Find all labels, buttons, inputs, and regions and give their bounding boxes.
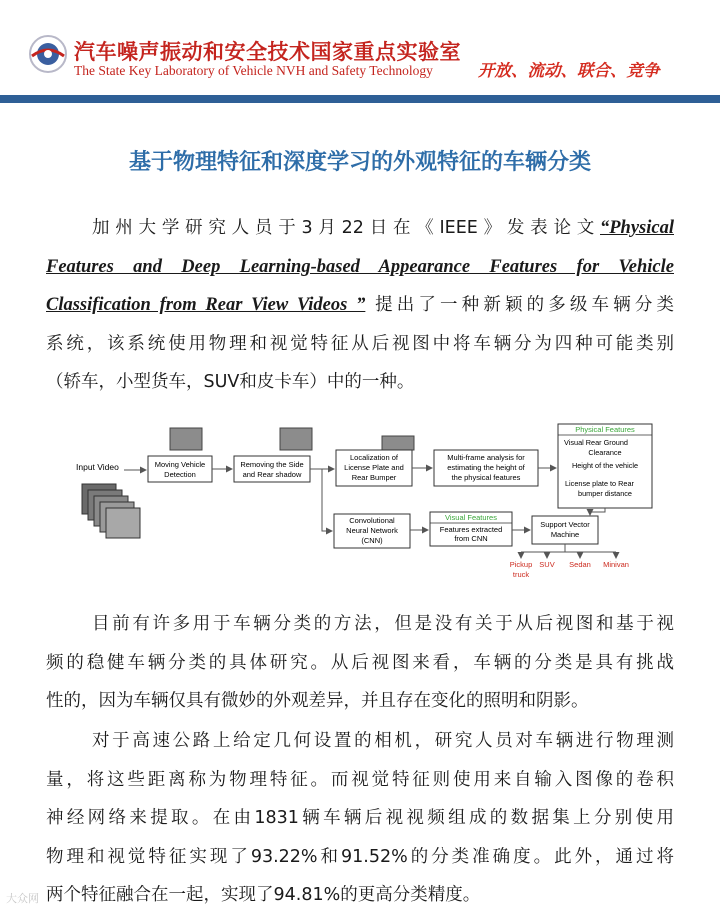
physical-features-title: Physical Features	[575, 425, 635, 434]
multiframe-line-3: the physical features	[451, 473, 521, 482]
moving-detection-line-1: Moving Vehicle	[154, 460, 206, 469]
p1-text-3: 提出了一种新颖的多级车辆分类	[365, 295, 675, 315]
article-title: 基于物理特征和深度学习的外观特征的车辆分类	[128, 150, 591, 175]
svm-line-1: Support Vector	[540, 520, 590, 529]
visual-features-line-2: from CNN	[454, 534, 488, 543]
pf-item-2: Height of the vehicle	[571, 461, 639, 470]
pf-item-3-line-1: License plate to Rear	[565, 479, 634, 488]
watermark: 大众网	[6, 892, 39, 905]
localization-line-2: License Plate and	[344, 463, 404, 472]
cnn-line-1: Convolutional	[349, 516, 395, 525]
vehicle-thumbnail-3	[382, 436, 414, 450]
cnn-line-3: (CNN)	[361, 536, 383, 545]
visual-features-line-1: Features extracted	[439, 525, 503, 534]
p3-line-3: 神经网络来提取。在由1831辆车辆后视视频组成的数据集上分别使用	[46, 808, 674, 828]
svg-text:Removing the Sideand Rear shad	[240, 460, 303, 479]
p2-line-1: 目前有许多用于车辆分类的方法，但是没有关于从后视图和基于视	[92, 614, 674, 634]
p1-line-2	[46, 248, 674, 287]
class-suv: SUV	[539, 560, 555, 569]
p2-line-3: 性的，因为车辆仅具有微妙的外观差异，并且存在变化的照明和阴影。	[46, 691, 589, 711]
publication-title-part-2[interactable]: Features and Deep Learning-based Appearance Features for Vehicle	[46, 256, 674, 277]
svg-text:Localization ofLicense Plate a	[344, 453, 404, 482]
moving-detection-line-2: Detection	[164, 470, 196, 479]
publication-title-part-3[interactable]: Classification from Rear View Videos ”	[46, 295, 366, 315]
paragraph-2	[46, 605, 674, 721]
svg-text:Multi-frame analysis forestima	[447, 453, 525, 482]
header	[0, 0, 720, 95]
svg-text:Pickuptruck	[510, 560, 533, 579]
removing-shadow-line-2: and Rear shadow	[242, 470, 302, 479]
lab-motto: 开放、流动、联合、竞争	[478, 61, 660, 80]
removing-shadow-line-1: Removing the Side	[240, 460, 304, 469]
pf-item-1-line-1: Visual Rear Ground	[564, 438, 628, 447]
p1-line-5: （轿车，小型货车，SUV和皮卡车）中的一种。	[46, 372, 415, 392]
p2-line-2: 频的稳健车辆分类的具体研究。从后视图来看，车辆的分类是具有挑战	[46, 652, 674, 673]
input-video-label: Input Video	[76, 462, 119, 472]
p1-line-4: 系统，该系统使用物理和视觉特征从后视图中将车辆分为四种可能类别	[46, 333, 674, 354]
class-pickup-line-1: Pickup	[509, 560, 533, 569]
classification-flow-diagram	[70, 418, 660, 594]
lab-logo-icon	[28, 34, 68, 74]
p1-text-1: 加州大学研究人员于3月22日在《IEEE》发表论文	[92, 218, 600, 238]
p1-line-3	[46, 286, 674, 325]
localization-line-3: Rear Bumper	[351, 473, 397, 482]
p1-line-1	[46, 209, 674, 248]
vehicle-thumbnail-1	[170, 428, 202, 450]
paragraph-3	[46, 722, 674, 915]
visual-features-title: Visual Features	[445, 513, 497, 522]
class-pickup-line-2: truck	[512, 570, 530, 579]
class-minivan: Minivan	[603, 560, 629, 569]
class-sedan: Sedan	[569, 560, 591, 569]
p3-line-1: 对于高速公路上给定几何设置的相机，研究人员对车辆进行物理测	[92, 731, 674, 751]
publication-title-part-1[interactable]: “Physical	[600, 218, 674, 238]
pf-item-3-line-2: bumper distance	[578, 489, 632, 498]
p3-line-2: 量，将这些距离称为物理特征。而视觉特征则使用来自输入图像的卷积	[46, 769, 674, 790]
pf-item-1-line-2: Clearance	[588, 448, 622, 457]
svm-line-2: Machine	[550, 530, 580, 539]
p3-line-5: 两个特征融合在一起，实现了94.81%的更高分类精度。	[46, 885, 481, 905]
multiframe-line-2: estimating the height of	[447, 463, 525, 472]
cnn-line-2: Neural Network	[346, 526, 398, 535]
paragraph-1	[46, 209, 674, 402]
p3-line-4: 物理和视觉特征实现了93.22%和91.52%的分类准确度。此外，通过将	[46, 846, 674, 867]
localization-line-1: Localization of	[350, 453, 398, 462]
header-rule	[0, 95, 720, 103]
lab-name-cn: 汽车噪声振动和安全技术国家重点实验室	[74, 40, 461, 64]
multiframe-line-1: Multi-frame analysis for	[447, 453, 525, 462]
vehicle-thumbnail-2	[280, 428, 312, 450]
input-video-frames	[82, 484, 140, 538]
lab-name-en: The State Key Laboratory of Vehicle NVH and Safety Technology	[74, 63, 433, 78]
